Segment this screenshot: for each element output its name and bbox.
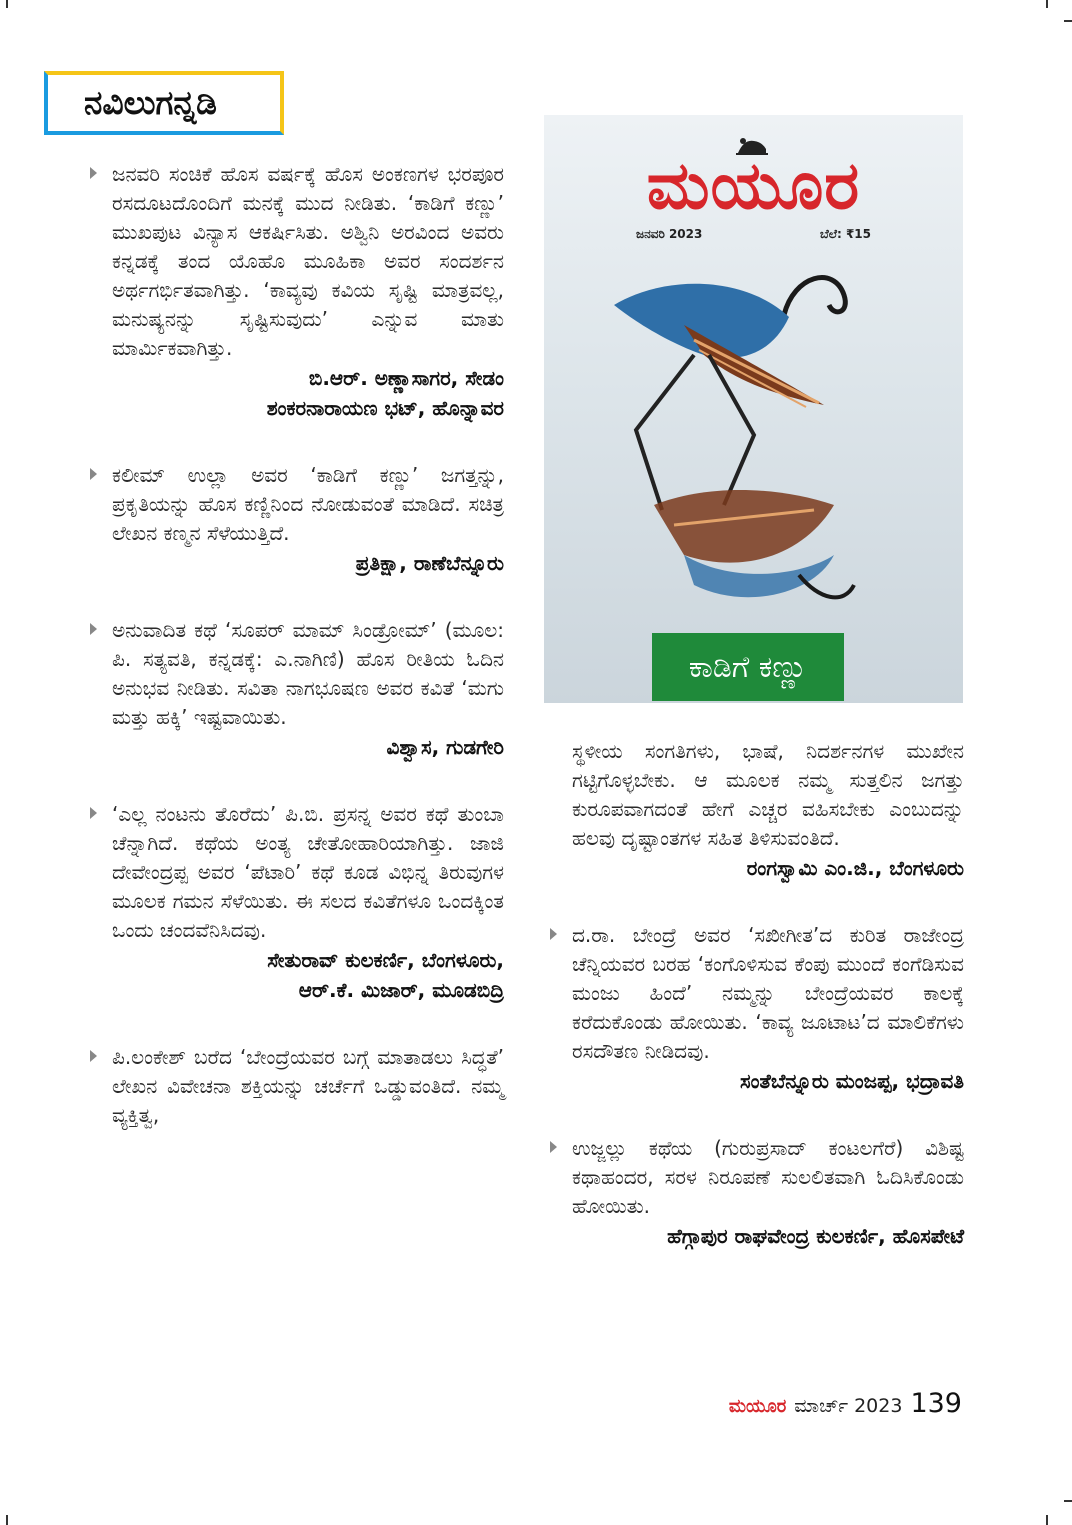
bullet-arrow-icon [550,1141,557,1153]
letter-text [90,616,504,732]
bullet-arrow-icon [90,1050,97,1062]
bullet-arrow-icon [90,623,97,635]
crop-mark-right-lower [1064,1500,1072,1502]
footer-issue: ಮಾರ್ಚ್ 2023 [794,1395,903,1417]
letter-text [90,160,504,363]
letter-item [550,1134,964,1251]
magazine-cover [544,115,963,703]
letter-text [550,1134,964,1221]
bullet-arrow-icon [90,167,97,179]
cover-banner: ಕಾಡಿಗೆ ಕಣ್ಣು [652,633,844,701]
letter-text [90,800,504,945]
letter-signature: ಹೆಗ್ಗಾಪುರ ರಾಘವೇಂದ್ರ ಕುಲಕರ್ಣಿ, ಹೊಸಪೇಟೆ [667,1224,964,1248]
left-column [90,160,504,1168]
letter-body: ಕಲೀಮ್ ಉಲ್ಲಾ ಅವರ ‘ಕಾಡಿಗೆ ಕಣ್ಣು’ ಜಗತ್ತನ್ನು, ಪ್ರಕೃತಿಯನ್ನು ಹೊಸ ಕಣ್ಣಿನಿಂದ ನೋಡುವಂತೆ ಮಾಡಿದೆ. ಸಚಿತ್ರ ಲೇಖನ ಕಣ್ಮನ ಸೆಳೆಯುತ್ತಿದೆ. [112,463,504,545]
letter-item [90,1043,504,1130]
crop-mark-right-upper [1064,20,1072,22]
letter-signature: ಆರ್.ಕೆ. ಮಿಜಾರ್, ಮೂಡಬಿದ್ರಿ [298,978,504,1002]
crop-mark-bottom-left [6,1515,8,1525]
letter-body: ಜನವರಿ ಸಂಚಿಕೆ ಹೊಸ ವರ್ಷಕ್ಕೆ ಹೊಸ ಅಂಕಣಗಳ ಭರಪೂರ ರಸದೂಟದೊಂದಿಗೆ ಮನಕ್ಕೆ ಮುದ ನೀಡಿತು. ‘ಕಾಡಿಗೆ ಕಣ್ಣು’ ಮುಖಪುಟ ವಿನ್ಯಾಸ ಆಕರ್ಷಿಸಿತು. ಅಶ್ವಿನಿ ಅರವಿಂದ ಅವರು ಕನ್ನಡಕ್ಕೆ ತಂದ ಯೊಹೊ ಮೂಹಿಕಾ ಅವರ ಸಂದರ್ಶನ ಅರ್ಥಗರ್ಭಿತವಾಗಿತ್ತು. ‘ಕಾವ್ಯವು ಕವಿಯ ಸೃಷ್ಟಿ ಮಾತ್ರವಲ್ಲ, ಮನುಷ್ಯನನ್ನು ಸೃಷ್ಟಿಸುವುದು’ ಎನ್ನುವ ಮಾತು ಮಾರ್ಮಿಕವಾಗಿತ್ತು. [112,162,504,360]
letter-signature: ಸೇತುರಾವ್ ಕುಲಕರ್ಣಿ, ಬೆಂಗಳೂರು, [267,948,504,972]
letter-signature: ಬಿ.ಆರ್. ಅಣ್ಣಾಸಾಗರ, ಸೇಡಂ [308,366,504,390]
letter-body: ಸ್ಥಳೀಯ ಸಂಗತಿಗಳು, ಭಾಷೆ, ನಿದರ್ಶನಗಳ ಮುಖೇನ ಗಟ್ಟಿಗೊಳ್ಳಬೇಕು. ಆ ಮೂಲಕ ನಮ್ಮ ಸುತ್ತಲಿನ ಜಗತ್ತು ಕುರೂಪವಾಗದಂತೆ ಹೇಗೆ ಎಚ್ಚರ ವಹಿಸಬೇಕು ಎಂಬುದನ್ನು ಹಲವು ದೃಷ್ಟಾಂತಗಳ ಸಹಿತ ತಿಳಿಸುವಂತಿದೆ. [572,739,964,850]
letter-item [90,160,504,423]
letter-text [550,921,964,1066]
letter-item [90,616,504,762]
letter-item [90,800,504,1005]
bullet-arrow-icon [90,468,97,480]
letter-body: ಉಜ್ಜಲ್ಲು ಕಥೆಯ (ಗುರುಪ್ರಸಾದ್ ಕಂಟಲಗೆರೆ) ವಿಶಿಷ್ಟ ಕಥಾಹಂದರ, ಸರಳ ನಿರೂಪಣೆ ಸುಲಲಿತವಾಗಿ ಓದಿಸಿಕೊಂಡು ಹೋಯಿತು. [572,1136,964,1218]
letter-signature: ಪ್ರತಿಕ್ಷಾ, ರಾಣೆಬೆನ್ನೂರು [355,551,504,575]
letter-body: ದ.ರಾ. ಬೇಂದ್ರೆ ಅವರ ‘ಸಖೀಗೀತ’ದ ಕುರಿತ ರಾಜೇಂದ್ರ ಚೆನ್ನಿಯವರ ಬರಹ ‘ಕಂಗೊಳಿಸುವ ಕೆಂಪು ಮುಂದೆ ಕಂಗೆಡಿಸುವ ಮಂಜು ಹಿಂದೆ’ ನಮ್ಮನ್ನು ಬೇಂದ್ರೆಯವರ ಕಾಲಕ್ಕೆ ಕರೆದುಕೊಂಡು ಹೋಯಿತು. ‘ಕಾವ್ಯ ಜೂಟಾಟ’ದ ಮಾಲಿಕೆಗಳು ರಸದೌತಣ ನೀಡಿದವು. [572,923,964,1063]
cover-price: ಬೆಲೆ: ₹15 [820,227,871,241]
letter-item [90,461,504,578]
letter-signature: ರಂಗಸ್ವಾಮಿ ಎಂ.ಜಿ., ಬೆಂಗಳೂರು [746,856,964,880]
letter-signature: ಶಂಕರನಾರಾಯಣ ಭಟ್, ಹೊನ್ನಾವರ [266,396,504,420]
bird-reflection-photo-icon [544,255,963,635]
letter-body: ‘ಎಲ್ಲ ನಂಟನು ತೊರೆದು’ ಪಿ.ಬಿ. ಪ್ರಸನ್ನ ಅವರ ಕಥೆ ತುಂಬಾ ಚೆನ್ನಾಗಿದೆ. ಕಥೆಯ ಅಂತ್ಯ ಚೇತೋಹಾರಿಯಾಗಿತ್ತು. ಜಾಜಿ ದೇವೇಂದ್ರಪ್ಪ ಅವರ ‘ಪೆಟಾರಿ’ ಕಥೆ ಕೂಡ ವಿಭಿನ್ನ ತಿರುವುಗಳ ಮೂಲಕ ಗಮನ ಸೆಳೆಯಿತು. ಈ ಸಲದ ಕವಿತೆಗಳೂ ಒಂದಕ್ಕಿಂತ ಒಂದು ಚಂದವೆನಿಸಿದವು. [112,802,504,942]
cover-issue-date: ಜನವರಿ 2023 [636,227,703,241]
letter-item [550,737,964,883]
letter-body: ಅನುವಾದಿತ ಕಥೆ ‘ಸೂಪರ್ ಮಾಮ್ ಸಿಂಡ್ರೋಮ್’ (ಮೂಲ: ಪಿ. ಸತ್ಯವತಿ, ಕನ್ನಡಕ್ಕೆ: ಎ.ನಾಗಿಣಿ) ಹೊಸ ರೀತಿಯ ಓದಿನ ಅನುಭವ ನೀಡಿತು. ಸವಿತಾ ನಾಗಭೂಷಣ ಅವರ ಕವಿತೆ ‘ಮಗು ಮತ್ತು ಹಕ್ಕಿ’ ಇಷ್ಟವಾಯಿತು. [112,618,504,729]
page-number: 139 [910,1388,962,1419]
letter-signature: ಸಂತೆಬೆನ್ನೂರು ಮಂಜಪ್ಪ, ಭದ್ರಾವತಿ [739,1069,964,1093]
page-footer [729,1388,962,1419]
cover-masthead: ಮಯೂರ [646,147,861,224]
letter-item [550,921,964,1096]
bullet-arrow-icon [90,807,97,819]
bullet-arrow-icon [550,928,557,940]
footer-brand: ಮಯೂರ [728,1396,787,1417]
letter-text [550,737,964,853]
crop-mark-top-left [6,0,8,8]
letter-text [90,461,504,548]
letter-body: ಪಿ.ಲಂಕೇಶ್ ಬರೆದ ‘ಬೇಂದ್ರೆಯವರ ಬಗ್ಗೆ ಮಾತಾಡಲು ಸಿದ್ಧತೆ’ ಲೇಖನ ವಿವೇಚನಾ ಶಕ್ತಿಯನ್ನು ಚರ್ಚೆಗೆ ಒಡ್ಡುವಂತಿದೆ. ನಮ್ಮ ವ್ಯಕ್ತಿತ್ವ, [112,1045,504,1127]
right-column [550,737,964,1289]
letter-text [90,1043,504,1130]
crop-mark-bottom-right [1046,1515,1048,1525]
letter-signature: ವಿಶ್ವಾಸ, ಗುಡಗೇರಿ [386,735,504,759]
section-title: ನವಿಲುಗನ್ನಡಿ [44,71,284,135]
crop-mark-top-right [1046,0,1048,8]
